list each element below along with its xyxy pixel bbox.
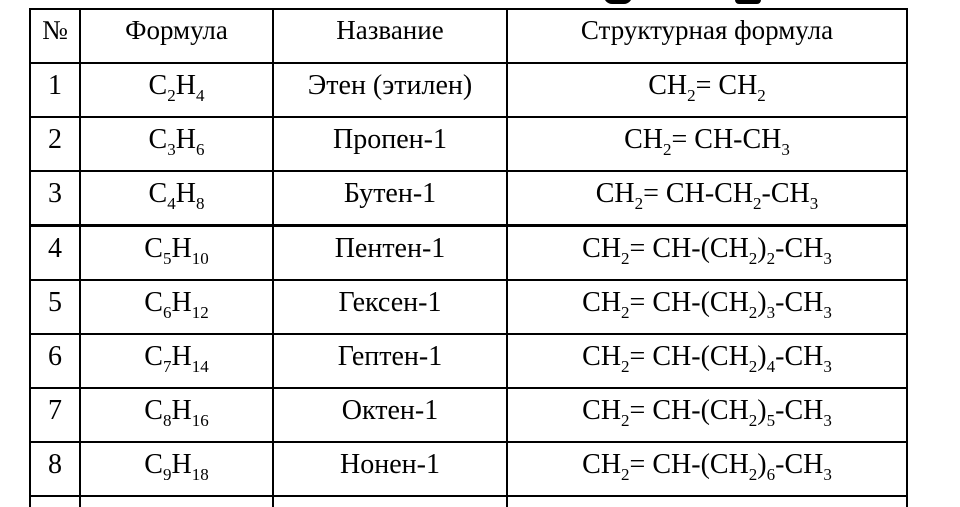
structure-paren-ch: (CH: [700, 341, 749, 372]
formula-symbol-hydrogen: H: [175, 70, 196, 101]
cell-structural-formula: [507, 442, 907, 496]
header-name: Название: [273, 9, 507, 63]
structure-ch3: -CH: [775, 287, 824, 318]
table-row: [30, 171, 907, 226]
structure-eq-ch: = CH: [695, 70, 758, 101]
structure-ch3: -CH: [761, 178, 810, 209]
formula-symbol-hydrogen: H: [175, 124, 196, 155]
structure-subscript: 2: [748, 411, 758, 430]
cell-molecular-formula: [80, 226, 273, 281]
cell-number: 6: [30, 334, 80, 388]
formula-carbon-count: 2: [167, 86, 176, 105]
formula-carbon-count: 8: [162, 411, 172, 430]
partial-heading-above-table: [0, 0, 960, 6]
structure-subscript: 3: [823, 249, 832, 268]
formula-symbol-hydrogen: H: [171, 395, 192, 426]
table-row: [30, 226, 907, 281]
structure-subscript: 2: [621, 357, 630, 376]
structure-close-paren: ): [757, 449, 767, 480]
structure-subscript: 2: [748, 465, 758, 484]
alkenes-table-container: [29, 8, 908, 507]
structure-ch3: -CH: [775, 395, 824, 426]
structure-ch3: -CH: [733, 124, 782, 155]
structure-close-paren: ): [757, 395, 767, 426]
structure-ch: CH: [582, 287, 622, 318]
heading-glyph-fragment: [735, 0, 761, 4]
structure-ch: CH: [582, 395, 622, 426]
table-header-row: [30, 9, 907, 63]
formula-hydrogen-count: 4: [195, 86, 205, 105]
formula-symbol-hydrogen: H: [171, 341, 192, 372]
table-row: [30, 280, 907, 334]
formula-symbol-carbon: C: [148, 70, 168, 101]
table-row: [30, 334, 907, 388]
structure-paren-ch: (CH: [700, 395, 749, 426]
formula-hydrogen-count: 6: [195, 140, 205, 159]
cell-structural-formula: [507, 63, 907, 117]
structure-repeat-count: 4: [766, 357, 776, 376]
structure-subscript: 2: [621, 465, 630, 484]
cell-molecular-formula: [80, 117, 273, 171]
formula-symbol-carbon: C: [144, 449, 163, 480]
formula-hydrogen-count: 18: [191, 465, 209, 484]
cell-name: Пропен-1: [273, 117, 507, 171]
formula-symbol-hydrogen: H: [171, 287, 192, 318]
cell-name: Этен (этилен): [273, 63, 507, 117]
cell-name: Гептен-1: [273, 334, 507, 388]
formula-hydrogen-count: 8: [195, 194, 205, 213]
cell-empty: [30, 496, 80, 507]
formula-symbol-carbon: C: [144, 287, 163, 318]
header-structural-formula: Структурная формула: [507, 9, 907, 63]
cell-name: Гексен-1: [273, 280, 507, 334]
structure-subscript: 2: [753, 194, 762, 213]
structure-repeat-count: 5: [766, 411, 776, 430]
formula-symbol-hydrogen: H: [171, 233, 192, 264]
structure-paren-ch: (CH: [700, 449, 749, 480]
structure-ch: -CH: [704, 178, 754, 209]
heading-glyph-fragment: [604, 0, 632, 4]
structure-eq-ch: = CH-: [629, 287, 701, 318]
structure-ch3: -CH: [775, 449, 824, 480]
cell-number: 7: [30, 388, 80, 442]
table-row: [30, 442, 907, 496]
structure-eq-ch: = CH: [643, 178, 705, 209]
structure-close-paren: ): [757, 233, 767, 264]
formula-symbol-carbon: C: [144, 395, 163, 426]
structure-repeat-count: 3: [766, 303, 776, 322]
structure-subscript: 2: [748, 357, 758, 376]
table-row: [30, 117, 907, 171]
cell-number: 1: [30, 63, 80, 117]
cell-molecular-formula: [80, 442, 273, 496]
cell-molecular-formula: [80, 171, 273, 226]
formula-symbol-carbon: C: [148, 178, 168, 209]
formula-carbon-count: 6: [162, 303, 172, 322]
cell-structural-formula: [507, 117, 907, 171]
cell-number: 8: [30, 442, 80, 496]
formula-carbon-count: 9: [162, 465, 172, 484]
structure-close-paren: ): [757, 287, 767, 318]
structure-subscript: 3: [823, 357, 832, 376]
structure-subscript: 3: [809, 194, 819, 213]
structure-subscript: 3: [823, 411, 832, 430]
structure-paren-ch: (CH: [700, 287, 749, 318]
cell-molecular-formula: [80, 388, 273, 442]
formula-hydrogen-count: 12: [191, 303, 209, 322]
structure-subscript: 2: [634, 194, 644, 213]
structure-ch3: -CH: [775, 233, 824, 264]
structure-eq-ch: = CH-: [629, 395, 701, 426]
structure-subscript: 2: [687, 86, 696, 105]
formula-symbol-carbon: C: [144, 233, 163, 264]
cell-structural-formula: [507, 226, 907, 281]
cell-name: Октен-1: [273, 388, 507, 442]
structure-close-paren: ): [757, 341, 767, 372]
cell-number: 5: [30, 280, 80, 334]
table-row: [30, 388, 907, 442]
cell-empty: [273, 496, 507, 507]
structure-eq-ch: = CH-: [629, 449, 701, 480]
header-formula: Формула: [80, 9, 273, 63]
cell-structural-formula: [507, 388, 907, 442]
structure-repeat-count: 6: [766, 465, 776, 484]
cell-name: Нонен-1: [273, 442, 507, 496]
cell-name: Бутен-1: [273, 171, 507, 226]
structure-subscript: 2: [748, 249, 758, 268]
structure-ch: CH: [595, 178, 635, 209]
structure-eq-ch: = CH: [671, 124, 734, 155]
cell-molecular-formula: [80, 63, 273, 117]
structure-ch: CH: [582, 233, 622, 264]
cell-structural-formula: [507, 334, 907, 388]
structure-ch: CH: [624, 124, 663, 155]
cell-name: Пентен-1: [273, 226, 507, 281]
formula-symbol-carbon: C: [148, 124, 168, 155]
cell-number: 2: [30, 117, 80, 171]
table-body: [30, 63, 907, 507]
formula-carbon-count: 7: [162, 357, 172, 376]
structure-subscript: 3: [823, 465, 832, 484]
formula-symbol-hydrogen: H: [171, 449, 192, 480]
structure-subscript: 2: [757, 86, 766, 105]
structure-subscript: 2: [621, 303, 630, 322]
formula-hydrogen-count: 14: [191, 357, 209, 376]
structure-subscript: 3: [781, 140, 790, 159]
structure-subscript: 2: [621, 411, 630, 430]
structure-ch: CH: [648, 70, 688, 101]
cell-empty: [507, 496, 907, 507]
structure-ch: CH: [582, 341, 622, 372]
structure-subscript: 2: [621, 249, 630, 268]
formula-symbol-hydrogen: H: [175, 178, 196, 209]
cell-number: 3: [30, 171, 80, 226]
structure-subscript: 2: [748, 303, 758, 322]
structure-eq-ch: = CH-: [629, 233, 701, 264]
cell-structural-formula: [507, 280, 907, 334]
structure-repeat-count: 2: [766, 249, 776, 268]
formula-hydrogen-count: 10: [191, 249, 209, 268]
structure-eq-ch: = CH-: [629, 341, 701, 372]
table-row-partial: [30, 496, 907, 507]
cell-structural-formula: [507, 171, 907, 226]
formula-hydrogen-count: 16: [191, 411, 209, 430]
formula-carbon-count: 4: [167, 194, 176, 213]
structure-ch3: -CH: [775, 341, 824, 372]
structure-subscript: 2: [662, 140, 672, 159]
table-row: [30, 63, 907, 117]
alkenes-table: [29, 8, 908, 507]
structure-subscript: 3: [823, 303, 832, 322]
cell-molecular-formula: [80, 280, 273, 334]
structure-paren-ch: (CH: [700, 233, 749, 264]
cell-number: 4: [30, 226, 80, 281]
cell-molecular-formula: [80, 334, 273, 388]
structure-ch: CH: [582, 449, 622, 480]
header-number: №: [30, 9, 80, 63]
cell-empty: [80, 496, 273, 507]
formula-carbon-count: 3: [167, 140, 176, 159]
formula-carbon-count: 5: [162, 249, 172, 268]
formula-symbol-carbon: C: [144, 341, 163, 372]
